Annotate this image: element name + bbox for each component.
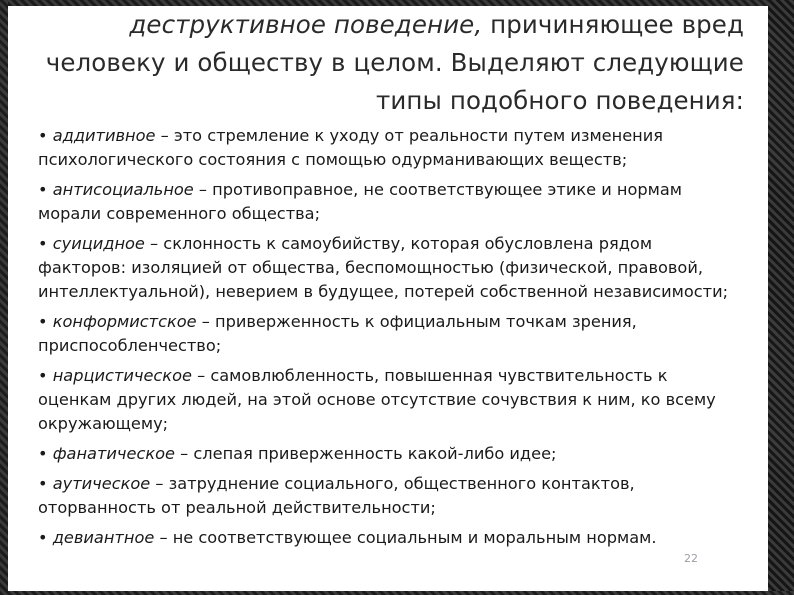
list-item-additive bbox=[38, 124, 738, 172]
bullet: • bbox=[38, 312, 48, 331]
list-item-antisocial bbox=[38, 178, 738, 226]
list-item-deviant bbox=[38, 526, 738, 550]
behavior-list bbox=[38, 124, 738, 556]
list-item-suicidal bbox=[38, 232, 738, 304]
item-description: – самовлюбленность, повышенная чувствительность к оценкам других людей, на этой основе отсутствие сочувствия к ним, ко всему окружающему; bbox=[38, 366, 716, 433]
item-term: суицидное bbox=[52, 234, 145, 253]
item-description: – склонность к самоубийству, которая обусловлена рядом факторов: изоляцией от общества, беспомощностью (физической, правовой, интеллектуальной), неверием в будущее, потерей собственной независимости; bbox=[38, 234, 729, 301]
heading-line-2: человеку и обществу в целом. Выделяют следующие bbox=[45, 48, 744, 77]
bullet: • bbox=[38, 366, 48, 385]
frame-right-border bbox=[768, 0, 794, 595]
bullet: • bbox=[38, 126, 48, 145]
item-term: фанатическое bbox=[52, 444, 175, 463]
bullet: • bbox=[38, 444, 48, 463]
heading-italic-term: деструктивное поведение, bbox=[129, 10, 483, 39]
frame-bottom-border bbox=[0, 591, 794, 595]
item-description: – это стремление к уходу от реальности путем изменения психологического состояния с помощью одурманивающих веществ; bbox=[38, 126, 664, 169]
heading-line-1 bbox=[14, 6, 744, 44]
heading-line-3: типы подобного поведения: bbox=[375, 86, 744, 115]
item-description: – противоправное, не соответствующее этике и нормам морали современного общества; bbox=[38, 180, 683, 223]
list-item-conformist bbox=[38, 310, 738, 358]
slide-heading bbox=[14, 6, 744, 120]
item-term: антисоциальное bbox=[52, 180, 194, 199]
bullet: • bbox=[38, 474, 48, 493]
bullet: • bbox=[38, 180, 48, 199]
item-term: девиантное bbox=[52, 528, 155, 547]
item-term: аддитивное bbox=[52, 126, 156, 145]
list-item-autistic bbox=[38, 472, 738, 520]
item-description: – затруднение социального, общественного контактов, оторванность от реальной действительности; bbox=[38, 474, 635, 517]
page-number: 22 bbox=[684, 552, 698, 565]
item-description: – приверженность к официальным точкам зрения, приспособленчество; bbox=[38, 312, 637, 355]
bullet: • bbox=[38, 234, 48, 253]
heading-line-1-rest: причиняющее вред bbox=[482, 10, 744, 39]
item-term: нарцистическое bbox=[52, 366, 192, 385]
list-item-fanatical bbox=[38, 442, 738, 466]
item-description: – слепая приверженность какой-либо идее; bbox=[175, 444, 557, 463]
list-item-narcissistic bbox=[38, 364, 738, 436]
bullet: • bbox=[38, 528, 48, 547]
item-description: – не соответствующее социальным и моральным нормам. bbox=[154, 528, 657, 547]
frame-left-border bbox=[0, 0, 8, 595]
item-term: конформистское bbox=[52, 312, 197, 331]
item-term: аутическое bbox=[52, 474, 151, 493]
